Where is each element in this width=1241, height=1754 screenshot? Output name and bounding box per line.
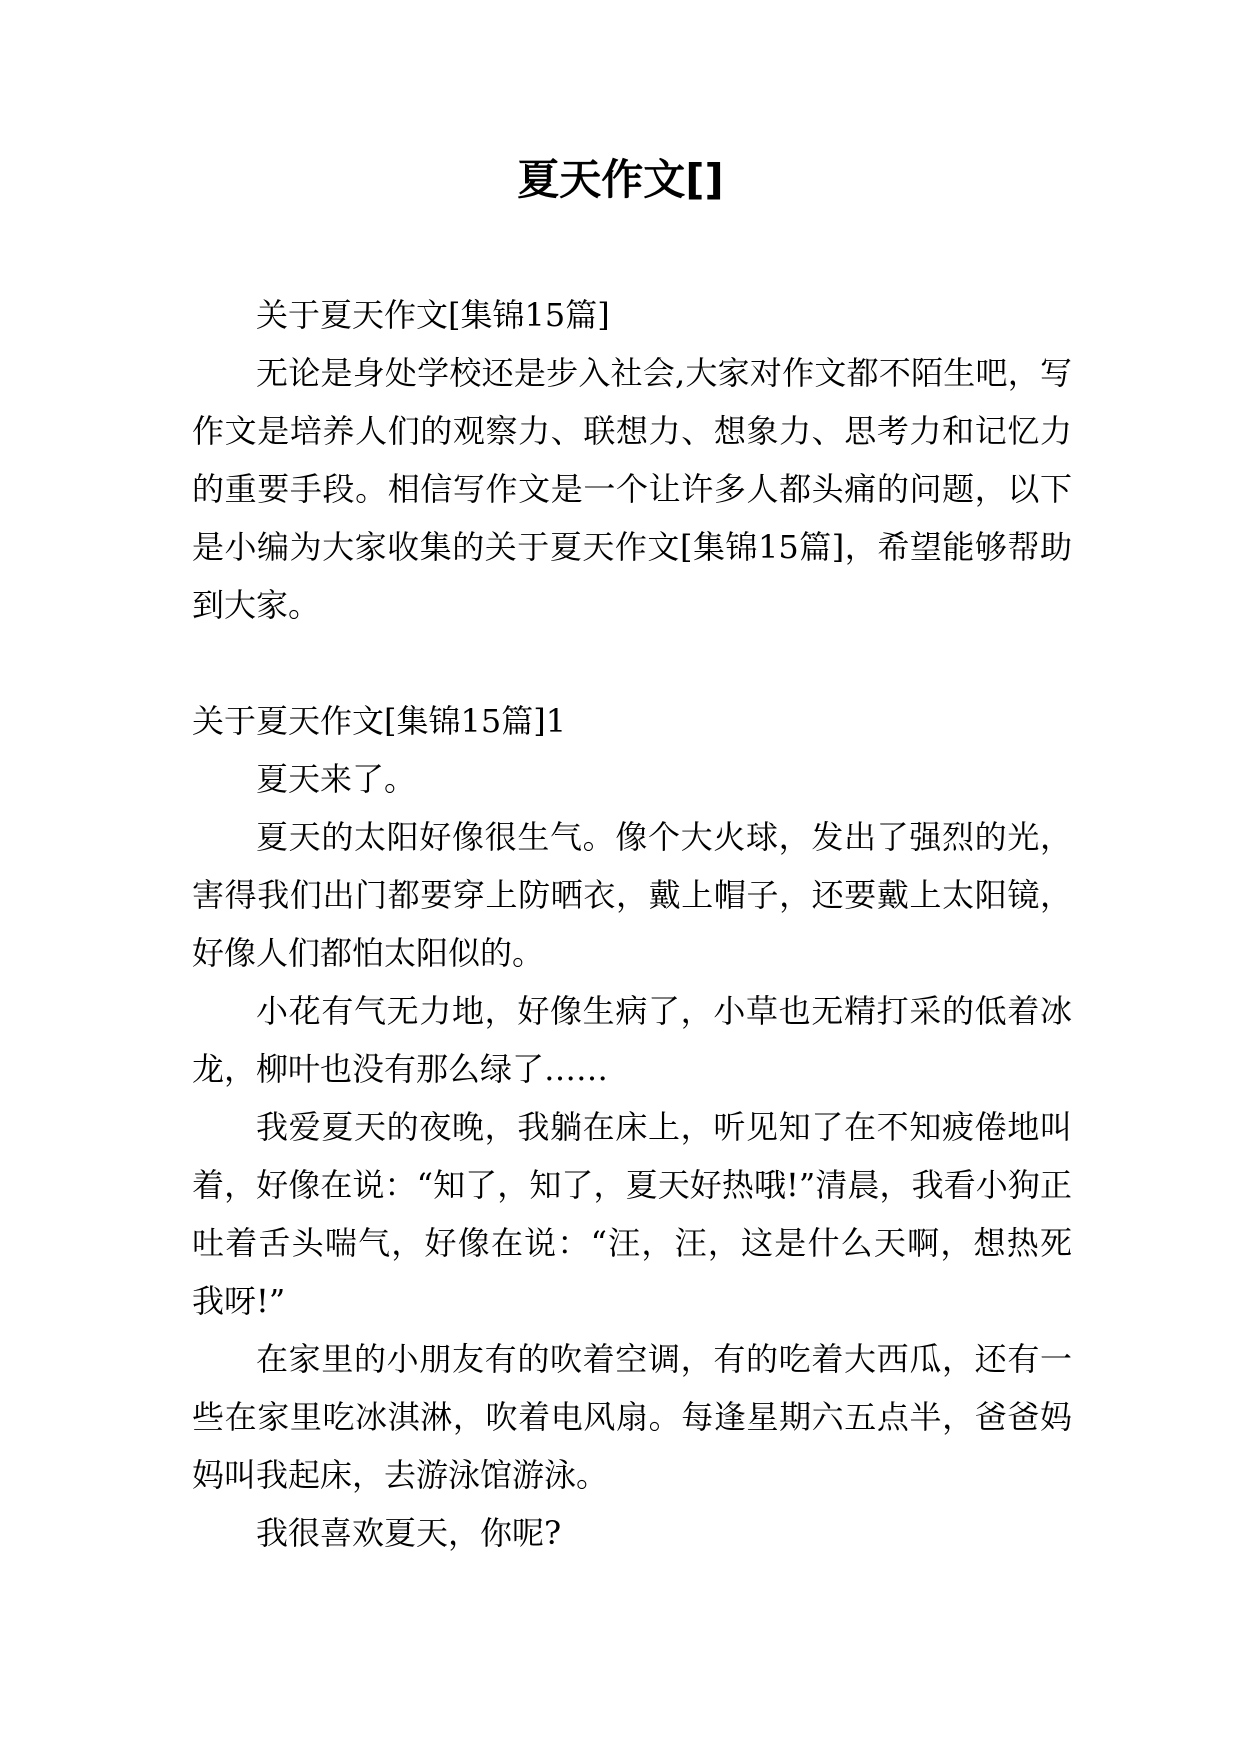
section-gap <box>192 634 1072 692</box>
body-paragraph: 我爱夏天的夜晚，我躺在床上，听见知了在不知疲倦地叫着，好像在说：“知了，知了，夏天好热哦!”清晨，我看小狗正吐着舌头喘气，好像在说：“汪，汪，这是什么天啊，想热死我呀!” <box>192 1108 1072 1320</box>
document-body <box>192 286 1072 1562</box>
body-paragraph: 我很喜欢夏天，你呢? <box>256 1514 562 1552</box>
body-paragraph: 夏天来了。 <box>256 760 417 798</box>
document-title: 夏天作文[] <box>517 155 724 204</box>
intro-heading: 关于夏天作文[集锦15篇] <box>256 296 610 334</box>
body-paragraph: 夏天的太阳好像很生气。像个大火球，发出了强烈的光，害得我们出门都要穿上防晒衣，戴上帽子，还要戴上太阳镜，好像人们都怕太阳似的。 <box>192 818 1072 972</box>
section-heading: 关于夏天作文[集锦15篇]1 <box>192 702 567 740</box>
body-paragraph: 小花有气无力地，好像生病了，小草也无精打采的低着冰龙，柳叶也没有那么绿了…… <box>192 992 1072 1088</box>
body-paragraph: 在家里的小朋友有的吹着空调，有的吃着大西瓜，还有一些在家里吃冰淇淋，吹着电风扇。每逢星期六五点半，爸爸妈妈叫我起床，去游泳馆游泳。 <box>192 1340 1072 1494</box>
intro-paragraph: 无论是身处学校还是步入社会,大家对作文都不陌生吧，写作文是培养人们的观察力、联想力、想象力、思考力和记忆力的重要手段。相信写作文是一个让许多人都头痛的问题，以下是小编为大家收集的关于夏天作文[集锦15篇]，希望能够帮助到大家。 <box>192 354 1072 624</box>
